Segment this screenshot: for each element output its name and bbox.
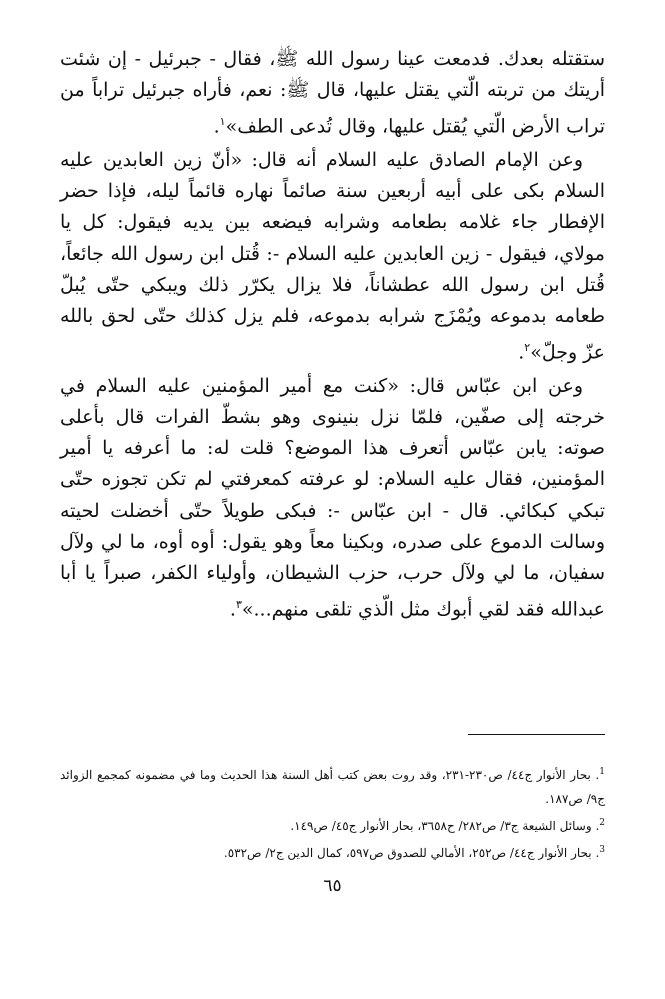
footnote-ref-1[interactable]: ١ <box>219 115 226 129</box>
footnote-divider <box>468 734 605 735</box>
page-number: ٦٥ <box>323 876 342 896</box>
footnote-number: 2 <box>599 818 605 828</box>
main-text <box>60 44 605 626</box>
paragraph-3: وعن ابن عبّاس قال: «كنت مع أمير المؤمنين عليه السلام في خرجته إلى صفّين، فلمّا نزل بنينوى وهو بشطّ الفرات قال بأعلى صوته: يابن عبّاس أتعرف هذا الموضع؟ قلت له: ما أعرفه يا أمير المؤمنين، فقال عليه السلام: لو عرفته كمعرفتي لم تكن تجوزه حتّى تبكي كبكائي. قال - ابن عبّاس -: فبكى طويلاً حتّى أخضلت لحيته وسالت الدموع على صدره، وبكينا معاً وهو يقول: أوه أوه، ما لي ولآل سفيان، ما لي ولآل حرب، حزب الشيطان، وأولياء الكفر، صبراً يا أبا عبدالله فقد لقي أبوك مثل الّذي تلقى منهم...»$^٣$. <box>60 374 605 621</box>
footnote-number: 3 <box>599 845 605 855</box>
footnote-text: بحار الأنوار ج٤٤/ ص٢٥٢، الأمالي للصدوق ص٥٩٧، كمال الدين ج٢/ ص٥٣٢. <box>223 846 592 860</box>
footnote-number: 1 <box>599 767 605 777</box>
footnotes <box>60 760 605 865</box>
paragraph-2-text: وعن الإمام الصادق عليه السلام أنه قال: «أنّ زين العابدين عليه السلام بكى على أبيه أربعين سنة صائماً نهاره قائماً ليله، فإذا حضر الإفطار جاء غلامه بطعامه وشرابه فيضعه بين يديه فيقول: كل يا مولاي، فيقول - زين العابدين عليه السلام -: قُتل ابن رسول الله جائعاً، قُتل ابن رسول الله عطشاناً، فلا يزال يكرّر ذلك ويبكي حتّى يُبلّ طعامه بدموعه ويُمْزَج شرابه بدموعه، فلم يزل كذلك حتّى لحق بالله عزّ وجلّ» <box>60 148 605 364</box>
footnote-ref-2[interactable]: ٢ <box>524 341 531 355</box>
paragraph-3-text: وعن ابن عبّاس قال: «كنت مع أمير المؤمنين عليه السلام في خرجته إلى صفّين، فلمّا نزل بنينوى وهو بشطّ الفرات قال بأعلى صوته: يابن عبّاس أتعرف هذا الموضع؟ قلت له: ما أعرفه يا أمير المؤمنين، فقال عليه السلام: لو عرفته كمعرفتي لم تكن تجوزه حتّى تبكي كبكائي. قال - ابن عبّاس -: فبكى طويلاً حتّى أخضلت لحيته وسالت الدموع على صدره، وبكينا معاً وهو يقول: أوه أوه، ما لي ولآل سفيان، ما لي ولآل حرب، حزب الشيطان، وأولياء الكفر، صبراً يا أبا عبدالله فقد لقي أبوك مثل الّذي تلقى منهم...» <box>60 374 605 621</box>
footnote-2: $^2$. وسائل الشيعة ج٣/ ص٢٨٢/ ح٣٦٥٨، بحار الأنوار ج٤٥/ ص١٤٩. <box>290 818 605 833</box>
footnote-3: $^3$. بحار الأنوار ج٤٤/ ص٢٥٢، الأمالي للصدوق ص٥٩٧، كمال الدين ج٢/ ص٥٣٢. <box>223 845 605 860</box>
footnote-ref-3[interactable]: ٣ <box>235 598 242 612</box>
footnote-text: بحار الأنوار ج٤٤/ ص٢٣٠-٢٣١، وقد روت بعض كتب أهل السنة هذا الحديث وما في مضمونه كمجمع الزوائد ج٩/ ص١٨٧. <box>60 768 605 806</box>
footnote-1: $^1$. بحار الأنوار ج٤٤/ ص٢٣٠-٢٣١، وقد روت بعض كتب أهل السنة هذا الحديث وما في مضمونه كمجمع الزوائد ج٩/ ص١٨٧. <box>60 767 605 806</box>
paragraph-2: وعن الإمام الصادق عليه السلام أنه قال: «أنّ زين العابدين عليه السلام بكى على أبيه أربعين سنة صائماً نهاره قائماً ليله، فإذا حضر الإفطار جاء غلامه بطعامه وشرابه فيضعه بين يديه فيقول: كل يا مولاي، فيقول - زين العابدين عليه السلام -: قُتل ابن رسول الله جائعاً، قُتل ابن رسول الله عطشاناً، فلا يزال يكرّر ذلك ويبكي حتّى يُبلّ طعامه بدموعه ويُمْزَج شرابه بدموعه، فلم يزل كذلك حتّى لحق بالله عزّ وجلّ»$^٢$. <box>60 148 605 364</box>
footnote-text: وسائل الشيعة ج٣/ ص٢٨٢/ ح٣٦٥٨، بحار الأنوار ج٤٥/ ص١٤٩. <box>290 819 592 833</box>
paragraph-1: ستقتله بعدك. فدمعت عينا رسول الله ﷺ، فقال - جبرئيل - إن شئت أريتك من تربته الّتي يقتل عليها، قال ﷺ: نعم، فأراه جبرئيل تراباً من تراب الأرض الّتي يُقتل عليها، وقال تُدعى الطف»$^١$. <box>60 48 605 138</box>
paragraph-1-text: ستقتله بعدك. فدمعت عينا رسول الله ﷺ، فقال - جبرئيل - إن شئت أريتك من تربته الّتي يقتل عليها، قال ﷺ: نعم، فأراه جبرئيل تراباً من تراب الأرض الّتي يُقتل عليها، وقال تُدعى الطف» <box>60 48 605 138</box>
